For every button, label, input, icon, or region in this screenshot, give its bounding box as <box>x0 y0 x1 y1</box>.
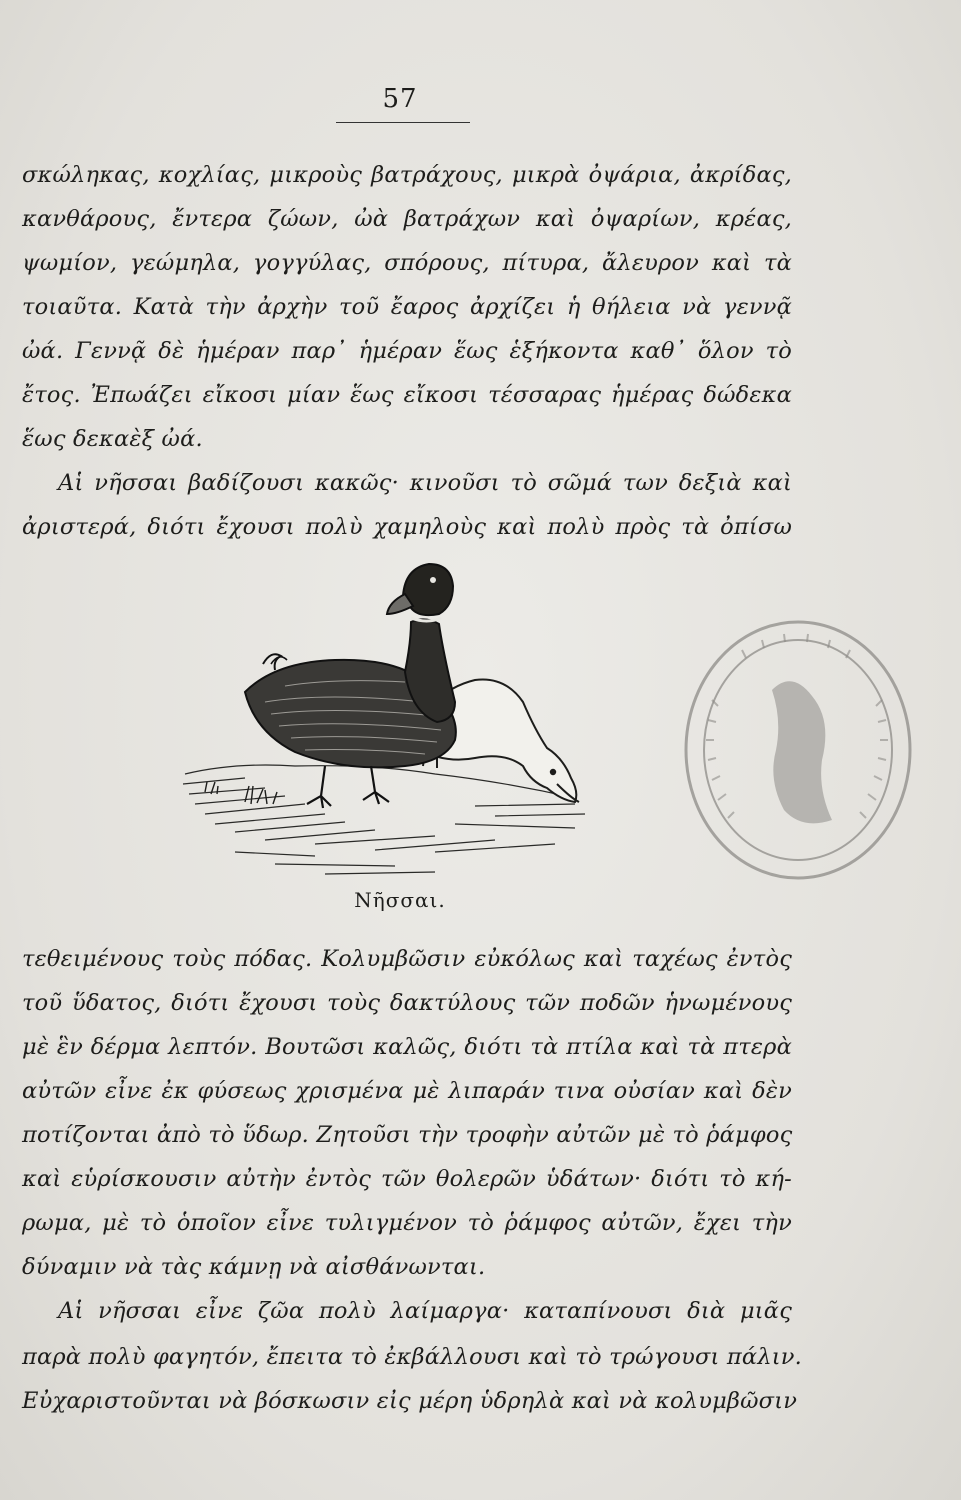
text-line: δύναμιν νὰ τὰς κάμνῃ νὰ αἰσθάνωνται. <box>22 1254 486 1280</box>
text-line: σκώληκας, κοχλίας, μικροὺς βατράχους, μικρὰ ὀψάρια, ἀκρίδας, <box>22 162 792 188</box>
text-line: Αἱ νῆσσαι βαδίζουσι κακῶς· κινοῦσι τὸ σῶμά των δεξιὰ καὶ <box>58 470 792 496</box>
text-line: ποτίζονται ἀπὸ τὸ ὕδωρ. Ζητοῦσι τὴν τροφὴν αὐτῶν μὲ τὸ ῥάμφος <box>22 1122 793 1148</box>
text-line: τεθειμένους τοὺς πόδας. Κολυμβῶσιν εὐκόλως καὶ ταχέως ἐντὸς <box>22 946 792 972</box>
text-line: τοιαῦτα. Κατὰ τὴν ἀρχὴν τοῦ ἔαρος ἀρχίζει ἡ θήλεια νὰ γεννᾷ <box>22 294 792 320</box>
text-line: ρωμα, μὲ τὸ ὁποῖον εἶνε τυλιγμένον τὸ ῥάμφος αὐτῶν, ἔχει τὴν <box>22 1210 792 1236</box>
text-line: κανθάρους, ἔντερα ζώων, ὠὰ βατράχων καὶ ὀψαρίων, κρέας, <box>22 206 792 232</box>
text-line: Αἱ νῆσσαι εἶνε ζῶα πολὺ λαίμαργα· καταπίνουσι διὰ μιᾶς <box>58 1298 792 1324</box>
figure-caption: Νῆσσαι. <box>354 888 446 912</box>
text-line: τοῦ ὕδατος, διότι ἔχουσι τοὺς δακτύλους τῶν ποδῶν ἡνωμένους <box>22 990 792 1016</box>
text-line: ψωμίον, γεώμηλα, γογγύλας, σπόρους, πίτυρα, ἄλευρον καὶ τὰ <box>22 250 792 276</box>
page-number: 57 <box>382 84 418 114</box>
text-line: ἀριστερά, διότι ἔχουσι πολὺ χαμηλοὺς καὶ πολὺ πρὸς τὰ ὀπίσω <box>22 514 792 540</box>
ducks-illustration <box>175 552 595 882</box>
page-number-rule <box>336 122 470 123</box>
text-line: ἔτος. Ἐπωάζει εἴκοσι μίαν ἕως εἴκοσι τέσσαρας ἡμέρας δώδεκα <box>22 382 792 408</box>
text-line: Εὐχαριστοῦνται νὰ βόσκωσιν εἰς μέρη ὑδρηλὰ καὶ νὰ κολυμβῶσιν <box>22 1388 798 1414</box>
text-line: ὠά. Γεννᾷ δὲ ἡμέραν παρ᾽ ἡμέραν ἕως ἑξήκοντα καθ᾽ ὅλον τὸ <box>22 338 792 364</box>
text-line: καὶ εὑρίσκουσιν αὐτὴν ἐντὸς τῶν θολερῶν ὑδάτων· διότι τὸ κή- <box>22 1166 792 1192</box>
text-line: αὐτῶν εἶνε ἐκ φύσεως χρισμένα μὲ λιπαράν τινα οὐσίαν καὶ δὲν <box>22 1078 792 1104</box>
library-stamp <box>672 610 920 890</box>
dark-duck <box>245 564 456 808</box>
text-line: μὲ ἓν δέρμα λεπτόν. Βουτῶσι καλῶς, διότι τὰ πτίλα καὶ τὰ πτερὰ <box>22 1034 792 1060</box>
text-line: παρὰ πολὺ φαγητόν, ἔπειτα τὸ ἐκβάλλουσι καὶ τὸ τρώγουσι πάλιν. <box>22 1344 803 1370</box>
ground-hatching <box>183 765 585 874</box>
text-line: ἕως δεκαὲξ ὠά. <box>22 426 203 452</box>
grass-tufts <box>205 782 277 804</box>
